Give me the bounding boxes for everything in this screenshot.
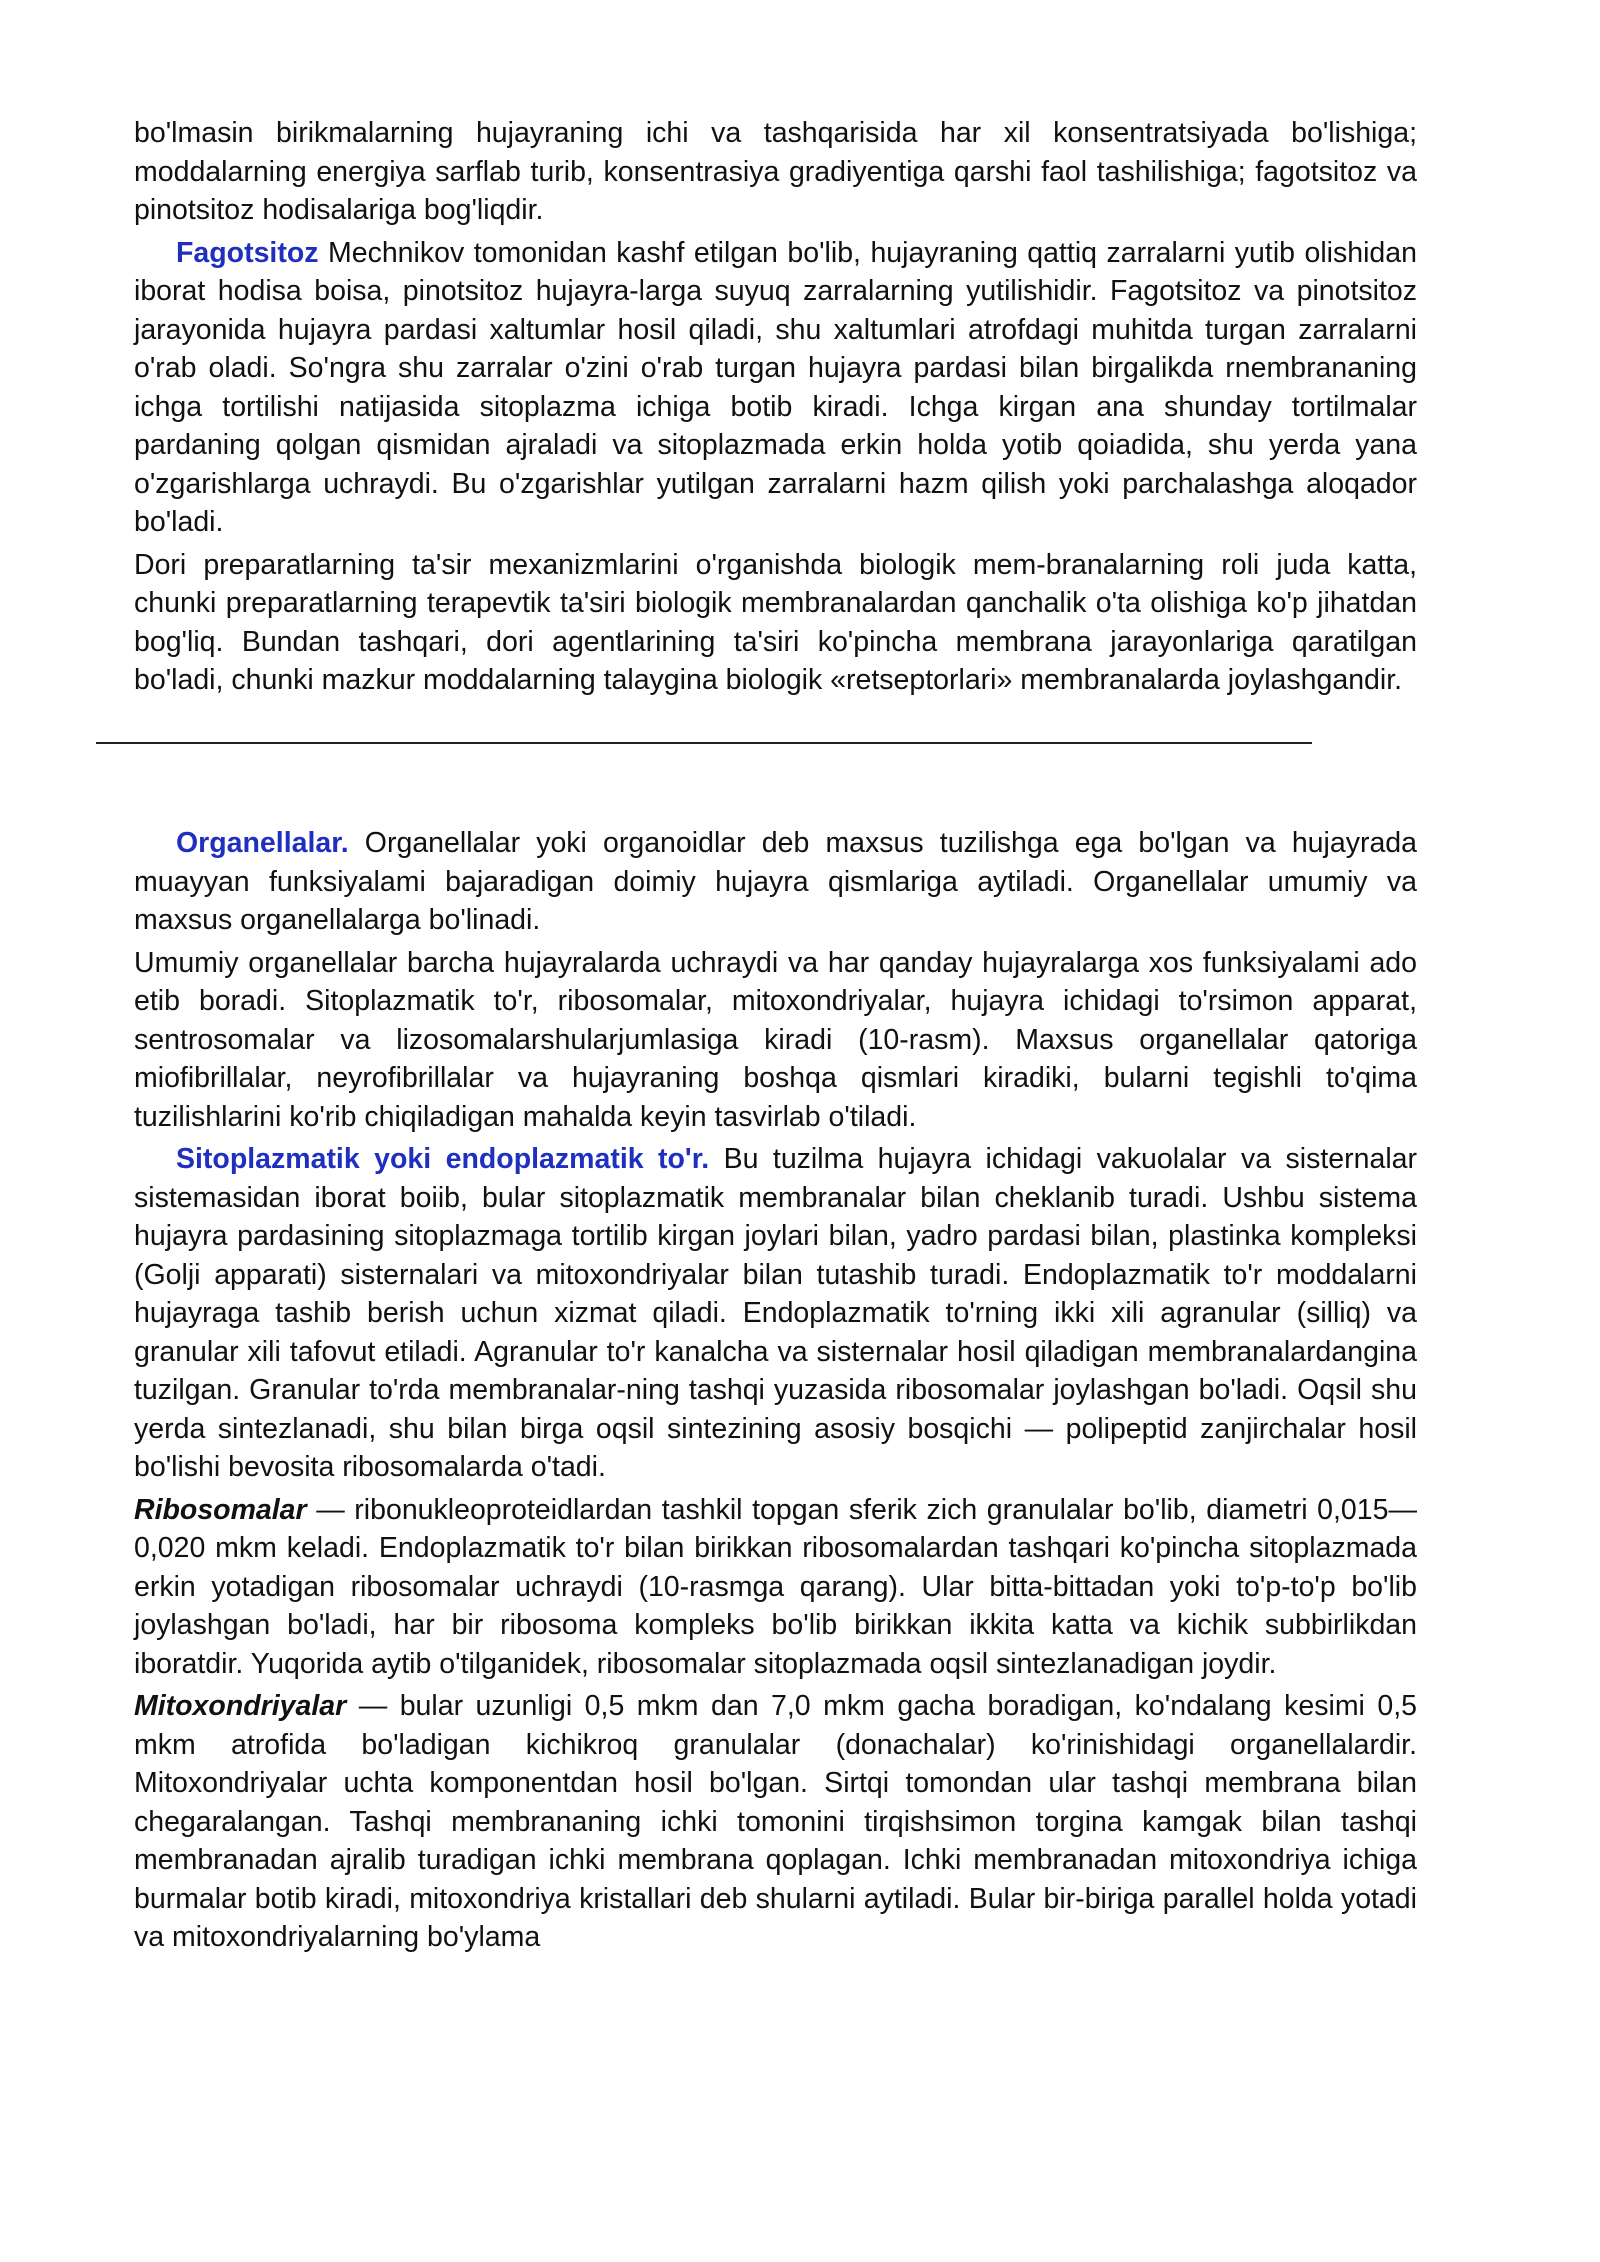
- paragraph-membrane-intro: bo'lmasin birikmalarning hujayraning ichi va tashqarisida har xil konsentratsiyada bo'lishiga; moddalarning energiya sarflab turib, konsentrasiya gradiyentiga qarshi faol tashilishiga; fagotsitoz va pinotsitoz hodisalariga bog'liqdir.: [134, 117, 1417, 226]
- paragraph-organellalar-text: Organellalar yoki organoidlar deb maxsus tuzilishga ega bo'lgan va hujayrada muayyan funksiyalami bajaradigan doimiy hujayra qismlariga aytiladi. Organellalar umumiy va maxsus organellalarga bo'linadi.: [134, 827, 1417, 936]
- paragraph-fagotsitoz: [134, 234, 1417, 542]
- paragraph-fagotsitoz-text: Mechnikov tomonidan kashf etilgan bo'lib, hujayraning qattiq zarralarni yutib olishidan iborat hodisa boisa, pinotsitoz hujayra-larga suyuq zarralarning yutilishidir. Fagotsitoz va pinotsitoz jarayonida hujayra pardasi xaltumlar hosil qiladi, shu xaltumlari atrofdagi muhitda turgan zarralarni o'rab oladi. So'ngra shu zarralar o'zini o'rab turgan hujayra pardasi bilan birgalikda rnembrananing ichga tortilishi natijasida sitoplazma ichiga botib kiradi. Ichga kirgan ana shunday tortilmalar pardaning qolgan qismidan ajraladi va sitoplazmada erkin holda yotib qoiadida, shu yerda yana o'zgarishlarga uchraydi. Bu o'zgarishlar yutilgan zarralarni hazm qilish yoki parchalashga aloqador bo'ladi.: [134, 236, 1417, 538]
- paragraph-drug-mechanisms: Dori preparatlarning ta'sir mexanizmlarini o'rganishda biologik mem-branalarning roli juda katta, chunki preparatlarning terapevtik ta'siri biologik membranalardan qanchalik o'ta olishiga ko'p jihatdan bog'liq. Bundan tashqari, dori agentlarining ta'siri ko'pincha membrana jarayonlariga qaratilgan bo'ladi, chunki mazkur moddalarning talaygina biologik «retseptorlari» membranalarda joylashgandir.: [134, 548, 1417, 696]
- paragraph-endoplasmic-reticulum-text: Bu tuzilma hujayra ichidagi vakuolalar va sisternalar sistemasidan iborat boiib, bular sitoplazmatik membranalar bilan cheklanib turadi. Ushbu sistema hujayra pardasining sitoplazmaga tortilib kirgan joylari bilan, yadro pardasi bilan, plastinka kompleksi (Golji apparati) sisternalari va mitoxondriyalar bilan tutashib turadi. Endoplazmatik to'r moddalarni hujayraga tashib berish uchun xizmat qiladi. Endoplazmatik to'rning ikki xili agranular (silliq) va granular xili tafovut etiladi. Agranular to'r kanalcha va sisternalar hosil qiladigan membranalardangina tuzilgan. Granular to'rda membranalar-ning tashqi yuzasida ribosomalar joylashgan bo'ladi. Oqsil shu yerda sintezlanadi, shu bilan birga oqsil sintezining asosiy bosqichi — polipeptid zanjirchalar hosil bo'lishi bevosita ribosomalarda o'tadi.: [134, 1143, 1418, 1483]
- paragraph-mitochondria-text: — bular uzunligi 0,5 mkm dan 7,0 mkm gacha boradigan, ko'ndalang kesimi 0,5 mkm atrofida bo'ladigan kichikroq granulalar (donachalar) ko'rinishidagi organellalardir. Mitoxondriyalar uchta komponentdan hosil bo'lgan. Sirtqi tomondan ular tashqi membrana bilan chegaralangan. Tashqi membrananing ichki tomonini tirqishsimon torgina kamgak bilan tashqi membranadan ajralib turadigan ichki membrana qoplagan. Ichki membranadan mitoxondriya ichiga burmalar botib kiradi, mitoxondriya kristallari deb shularni aytiladi. Bular bir-biriga parallel holda yotadi va mitoxondriyalarning bo'ylama: [134, 1690, 1417, 1953]
- section-divider: [96, 742, 1312, 744]
- paragraph-endoplasmic-reticulum: [134, 1140, 1417, 1487]
- paragraph-mitochondria: [134, 1687, 1417, 1957]
- paragraph-ribosomes: [134, 1491, 1417, 1684]
- section-organelles: [134, 824, 1417, 1957]
- term-fagotsitoz: Fagotsitoz: [176, 236, 319, 269]
- section-membrane-transport: [134, 114, 1417, 700]
- paragraph-organellalar: [134, 824, 1417, 940]
- term-mitoxondriyalar: Mitoxondriyalar: [134, 1690, 347, 1722]
- term-endoplasmic-reticulum: Sitoplazmatik yoki endoplazmatik to'r.: [176, 1143, 710, 1175]
- paragraph-ribosomes-text: — ribonukleoproteidlardan tashkil topgan sferik zich granulalar bo'lib, diametri 0,015—0,020 mkm keladi. Endoplazmatik to'r bilan birikkan ribosomalardan tashqari ko'pincha sitoplazmada erkin yotadigan ribosomalar uchraydi (10-rasmga qarang). Ular bitta-bittadan yoki to'p-to'p bo'lib joylashgan bo'ladi, har bir ribosoma kompleks bo'lib birikkan ikkita katta va kichik subbirlikdan iboratdir. Yuqorida aytib o'tilganidek, ribosomalar sitoplazmada oqsil sintezlanadigan joydir.: [134, 1493, 1417, 1680]
- paragraph-general-organelles: Umumiy organellalar barcha hujayralarda uchraydi va har qanday hujayralarga xos funksiyalami ado etib boradi. Sitoplazmatik to'r, ribosomalar, mitoxondriyalar, hujayra ichidagi to'rsimon apparat, sentrosomalar va lizosomalarshularjumlasiga kiradi (10-rasm). Maxsus organellalar qatoriga miofibrillalar, neyrofibrillalar va hujayraning boshqa qismlari kiradiki, bularni tegishli to'qima tuzilishlarini ko'rib chiqiladigan mahalda keyin tasvirlab o'tiladi.: [134, 946, 1417, 1133]
- term-ribosomalar: Ribosomalar: [134, 1493, 307, 1526]
- term-organellalar: Organellalar.: [176, 827, 349, 859]
